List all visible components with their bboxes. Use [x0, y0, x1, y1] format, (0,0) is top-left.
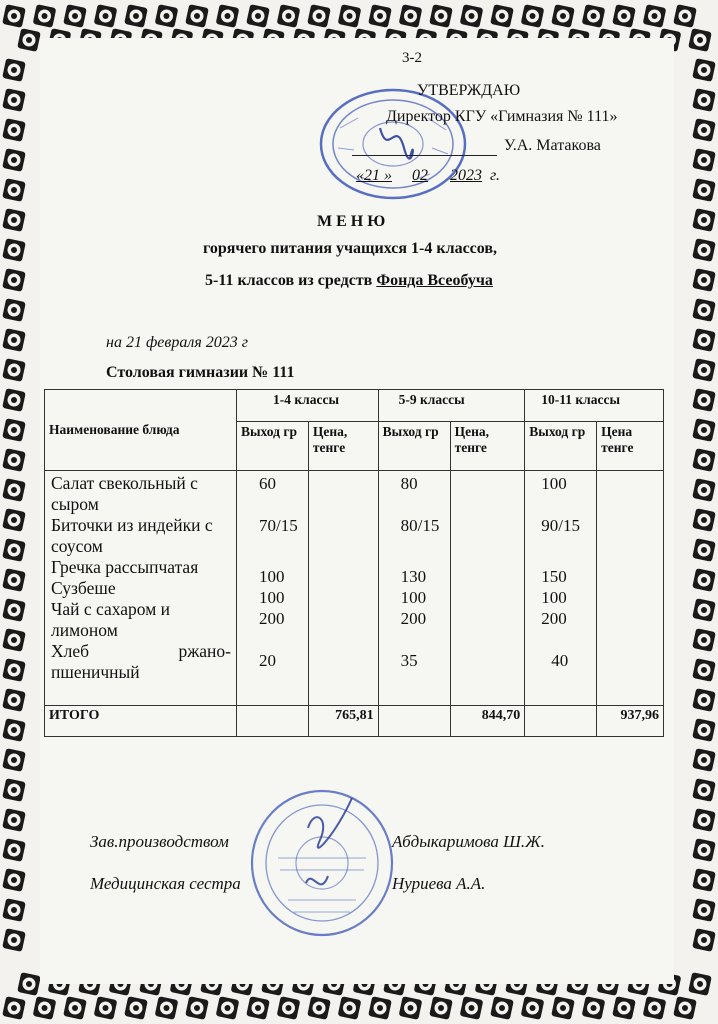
total-empty — [525, 706, 597, 737]
border-ornament-icon — [692, 868, 716, 892]
border-ornament-icon — [2, 148, 26, 172]
subheader-price: Цена, тенге — [308, 422, 378, 471]
border-ornament-icon — [94, 4, 118, 28]
border-ornament-icon — [688, 28, 712, 52]
date-year: 2023 — [450, 167, 482, 184]
yield-value: 70/15 — [258, 516, 298, 535]
border-ornament-icon — [2, 718, 26, 742]
border-ornament-icon — [692, 388, 716, 412]
border-ornament-icon — [2, 418, 26, 442]
border-ornament-icon — [2, 898, 26, 922]
dish-name: Салат свекольный с сыром — [51, 473, 198, 514]
border-ornament-icon — [490, 996, 514, 1020]
border-ornament-icon — [368, 4, 392, 28]
signature-line — [352, 137, 497, 156]
dish-name: Биточки из индейки с соусом — [51, 515, 213, 556]
group-header-1-4: 1-4 классы — [236, 390, 378, 422]
table-body-row — [45, 471, 664, 706]
border-ornament-icon — [692, 808, 716, 832]
yield-value: 100 — [541, 588, 567, 607]
border-ornament-icon — [692, 178, 716, 202]
border-ornament-icon — [688, 972, 712, 996]
border-ornament-icon — [460, 4, 484, 28]
border-ornament-icon — [277, 4, 301, 28]
yield-cell-10-11 — [525, 471, 597, 706]
border-ornament-icon — [692, 598, 716, 622]
yield-value: 200 — [258, 609, 285, 628]
border-ornament-icon — [692, 298, 716, 322]
border-ornament-icon — [2, 268, 26, 292]
border-ornament-icon — [2, 358, 26, 382]
group-header-10-11: 10-11 классы — [525, 390, 664, 422]
border-ornament-icon — [2, 448, 26, 472]
border-ornament-icon — [2, 868, 26, 892]
fund-name: Фонда Всеобуча — [376, 272, 493, 289]
subheader-yield: Выход гр — [378, 422, 450, 471]
border-ornament-icon — [429, 4, 453, 28]
date-suffix: г. — [490, 167, 501, 184]
border-ornament-icon — [692, 328, 716, 352]
border-ornament-icon — [692, 748, 716, 772]
border-ornament-icon — [2, 238, 26, 262]
dish-list-cell — [45, 471, 237, 706]
border-ornament-icon — [2, 88, 26, 112]
document-number: 3-2 — [402, 50, 422, 66]
yield-value: 100 — [258, 588, 285, 607]
border-ornament-icon — [692, 898, 716, 922]
border-ornament-icon — [17, 972, 41, 996]
border-ornament-icon — [429, 996, 453, 1020]
border-ornament-icon — [673, 996, 697, 1020]
border-ornament-icon — [246, 4, 270, 28]
border-ornament-icon — [33, 996, 57, 1020]
name-nurse: Нуриева А.А. — [392, 874, 486, 893]
yield-value: 100 — [400, 588, 427, 607]
personal-round-stamp — [248, 788, 396, 938]
yield-value: 90/15 — [541, 516, 581, 535]
yield-value: 60 — [258, 474, 276, 493]
dish-name: Хлеб ржано-пшеничный — [51, 641, 231, 682]
subheader-yield: Выход гр — [525, 422, 597, 471]
border-ornament-icon — [2, 838, 26, 862]
col-dish-header: Наименование блюда — [45, 390, 237, 471]
border-ornament-icon — [551, 4, 575, 28]
border-ornament-icon — [124, 996, 148, 1020]
date-day: «21 » — [356, 167, 392, 184]
menu-subtitle-2 — [205, 272, 493, 290]
border-ornament-icon — [33, 4, 57, 28]
border-ornament-icon — [692, 148, 716, 172]
border-ornament-icon — [551, 996, 575, 1020]
border-ornament-icon — [692, 718, 716, 742]
border-ornament-icon — [17, 28, 41, 52]
border-ornament-icon — [2, 478, 26, 502]
border-ornament-icon — [521, 996, 545, 1020]
border-ornament-icon — [612, 4, 636, 28]
dish-name: Гречка рассыпчатая — [51, 557, 199, 577]
border-ornament-icon — [63, 996, 87, 1020]
border-ornament-icon — [338, 4, 362, 28]
border-ornament-icon — [2, 628, 26, 652]
date-month: 02 — [412, 167, 428, 184]
border-ornament-icon — [692, 538, 716, 562]
border-ornament-icon — [692, 448, 716, 472]
border-ornament-icon — [63, 4, 87, 28]
total-empty — [378, 706, 450, 737]
border-ornament-icon — [2, 508, 26, 532]
border-ornament-icon — [582, 996, 606, 1020]
group-header-5-9: 5-9 классы — [378, 390, 525, 422]
yield-value: 150 — [541, 567, 567, 586]
table-header-row — [45, 390, 664, 422]
role-production-head: Зав.производством — [90, 832, 229, 851]
director-name: У.А. Матакова — [504, 137, 601, 154]
border-ornament-icon — [692, 268, 716, 292]
border-ornament-icon — [2, 178, 26, 202]
border-ornament-icon — [692, 688, 716, 712]
border-ornament-icon — [2, 748, 26, 772]
border-ornament-icon — [521, 4, 545, 28]
dish-name: Чай с сахаром и лимоном — [51, 599, 171, 640]
border-ornament-icon — [155, 4, 179, 28]
total-row — [45, 706, 664, 737]
name-production-head: Абдыкаримова Ш.Ж. — [392, 832, 545, 851]
border-ornament-icon — [582, 4, 606, 28]
border-ornament-icon — [692, 928, 716, 952]
border-ornament-icon — [2, 298, 26, 322]
border-ornament-icon — [246, 996, 270, 1020]
border-ornament-icon — [2, 658, 26, 682]
border-ornament-icon — [692, 508, 716, 532]
border-ornament-icon — [368, 996, 392, 1020]
border-ornament-icon — [692, 58, 716, 82]
menu-subtitle-prefix: 5-11 классов из средств — [205, 272, 377, 289]
subheader-price: Цена тенге — [597, 422, 664, 471]
border-ornament-icon — [643, 4, 667, 28]
menu-table — [44, 389, 664, 737]
border-ornament-icon — [124, 4, 148, 28]
canteen-name: Столовая гимназии № 111 — [106, 364, 295, 381]
dish-name: Сузбеше — [51, 578, 116, 598]
subheader-yield: Выход гр — [236, 422, 308, 471]
border-ornament-icon — [2, 598, 26, 622]
border-ornament-icon — [692, 658, 716, 682]
border-ornament-icon — [460, 996, 484, 1020]
border-ornament-icon — [2, 328, 26, 352]
border-ornament-icon — [277, 996, 301, 1020]
border-ornament-icon — [692, 838, 716, 862]
total-empty — [236, 706, 308, 737]
yield-value: 80/15 — [400, 516, 440, 535]
menu-date: на 21 февраля 2023 г — [106, 334, 248, 351]
border-ornament-icon — [490, 4, 514, 28]
border-ornament-icon — [216, 996, 240, 1020]
director-title: Директор КГУ «Гимназия № 111» — [386, 108, 618, 125]
border-ornament-icon — [2, 388, 26, 412]
border-ornament-icon — [307, 4, 331, 28]
border-ornament-icon — [185, 996, 209, 1020]
yield-value: 35 — [400, 651, 418, 670]
border-ornament-icon — [2, 808, 26, 832]
border-ornament-icon — [692, 628, 716, 652]
border-ornament-icon — [2, 778, 26, 802]
border-ornament-icon — [692, 88, 716, 112]
border-ornament-icon — [399, 996, 423, 1020]
yield-value: 80 — [400, 474, 418, 493]
border-ornament-icon — [185, 4, 209, 28]
menu-title: М Е Н Ю — [317, 213, 386, 230]
border-ornament-icon — [692, 118, 716, 142]
border-ornament-icon — [2, 688, 26, 712]
approval-date — [356, 167, 500, 185]
border-ornament-icon — [2, 996, 26, 1020]
yield-value: 200 — [400, 609, 427, 628]
border-ornament-icon — [94, 996, 118, 1020]
border-ornament-icon — [2, 538, 26, 562]
yield-value: 130 — [400, 567, 427, 586]
border-ornament-icon — [643, 996, 667, 1020]
border-ornament-icon — [2, 208, 26, 232]
border-ornament-icon — [216, 4, 240, 28]
border-ornament-icon — [399, 4, 423, 28]
border-ornament-icon — [673, 4, 697, 28]
border-ornament-icon — [2, 58, 26, 82]
total-label: ИТОГО — [45, 706, 237, 737]
yield-cell-5-9 — [378, 471, 450, 706]
border-ornament-icon — [2, 4, 26, 28]
price-cell-1-4 — [308, 471, 378, 706]
border-ornament-icon — [2, 118, 26, 142]
border-ornament-icon — [338, 996, 362, 1020]
yield-value: 100 — [541, 474, 567, 493]
border-ornament-icon — [307, 996, 331, 1020]
total-1-4: 765,81 — [308, 706, 378, 737]
menu-subtitle-1: горячего питания учащихся 1-4 классов, — [203, 240, 498, 257]
yield-value: 200 — [541, 609, 567, 628]
border-ornament-icon — [692, 478, 716, 502]
yield-value: 20 — [258, 651, 276, 670]
border-ornament-icon — [692, 778, 716, 802]
border-ornament-icon — [2, 928, 26, 952]
border-ornament-icon — [2, 568, 26, 592]
border-ornament-icon — [692, 358, 716, 382]
total-10-11: 937,96 — [597, 706, 664, 737]
border-ornament-icon — [612, 996, 636, 1020]
price-cell-10-11 — [597, 471, 664, 706]
total-5-9: 844,70 — [450, 706, 525, 737]
border-ornament-icon — [155, 996, 179, 1020]
subheader-price: Цена, тенге — [450, 422, 525, 471]
price-cell-5-9 — [450, 471, 525, 706]
yield-value: 100 — [258, 567, 285, 586]
yield-value: 40 — [551, 651, 569, 670]
yield-cell-1-4 — [236, 471, 308, 706]
border-ornament-icon — [692, 568, 716, 592]
border-ornament-icon — [692, 418, 716, 442]
border-ornament-icon — [692, 238, 716, 262]
border-ornament-icon — [692, 208, 716, 232]
role-nurse: Медицинская сестра — [90, 874, 241, 893]
approval-heading: УТВЕРЖДАЮ — [417, 82, 521, 99]
